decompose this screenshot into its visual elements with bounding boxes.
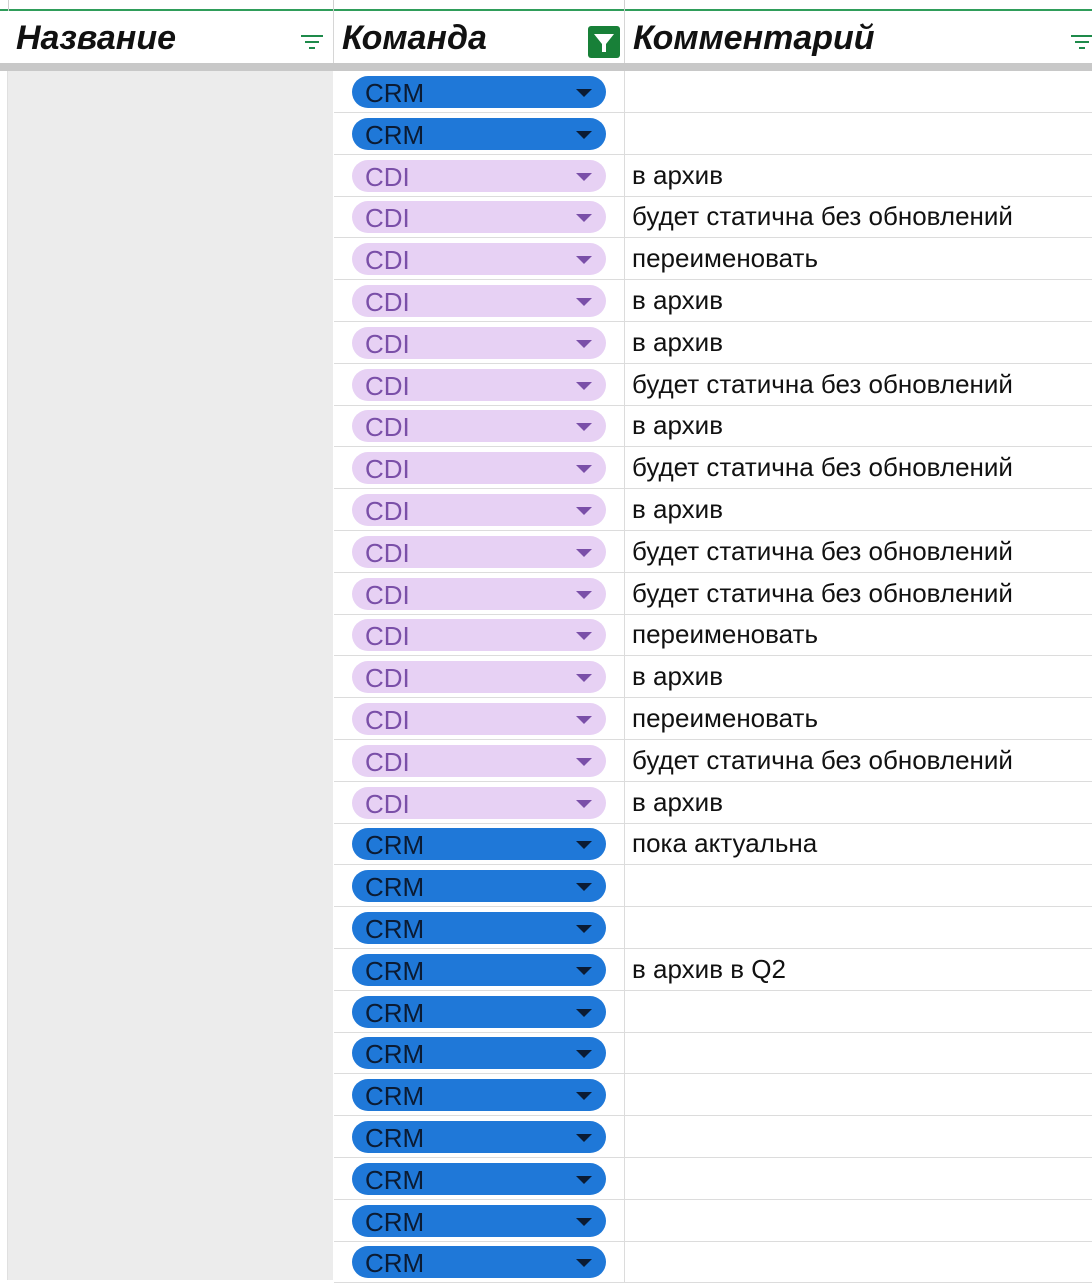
team-cell[interactable] [334, 1074, 625, 1115]
team-chip-label: CDI [365, 746, 410, 777]
team-chip-label: CDI [365, 412, 410, 443]
team-chip-label: CDI [365, 788, 410, 819]
data-grid [0, 71, 1092, 1280]
header-row [0, 11, 1092, 65]
dropdown-arrow-icon[interactable] [576, 173, 592, 181]
table-row [334, 405, 1092, 447]
team-dropdown-chip[interactable] [352, 1246, 606, 1278]
header-cell-name[interactable] [8, 11, 334, 65]
team-cell[interactable] [334, 447, 625, 488]
table-row [334, 196, 1092, 238]
table-row [334, 280, 1092, 322]
comment-cell[interactable]: будет статична без обновлений [632, 535, 1013, 566]
dropdown-arrow-icon[interactable] [576, 1218, 592, 1226]
team-chip-label: CDI [365, 537, 410, 568]
dropdown-arrow-icon[interactable] [576, 632, 592, 640]
team-cell[interactable] [334, 113, 625, 154]
table-row [334, 823, 1092, 865]
table-row [334, 1032, 1092, 1074]
team-dropdown-chip[interactable] [352, 828, 606, 860]
team-dropdown-chip[interactable] [352, 661, 606, 693]
team-dropdown-chip[interactable] [352, 1079, 606, 1111]
team-dropdown-chip[interactable] [352, 787, 606, 819]
team-cell[interactable] [334, 1200, 625, 1241]
table-row [334, 698, 1092, 740]
dropdown-arrow-icon[interactable] [576, 1134, 592, 1142]
dropdown-arrow-icon[interactable] [576, 340, 592, 348]
team-chip-label: CDI [365, 705, 410, 735]
dropdown-arrow-icon[interactable] [576, 423, 592, 431]
team-cell[interactable] [334, 823, 625, 864]
header-title-team: Команда [342, 19, 487, 57]
team-chip-label: CRM [365, 1248, 425, 1279]
table-row [334, 1158, 1092, 1200]
frozen-row-divider[interactable] [0, 63, 1092, 71]
table-row [334, 113, 1092, 155]
comment-cell[interactable]: пока актуальна [632, 828, 818, 859]
comment-cell[interactable]: будет статична без обновлений [632, 368, 1013, 399]
team-cell[interactable] [334, 698, 625, 739]
team-dropdown-chip[interactable] [352, 452, 606, 484]
filter-icon[interactable] [1070, 35, 1092, 51]
team-chip-label: CRM [365, 1164, 425, 1195]
team-chip-label: CRM [365, 1039, 425, 1070]
team-cell[interactable] [334, 782, 625, 823]
team-cell[interactable] [334, 656, 625, 697]
table-row [334, 489, 1092, 531]
dropdown-arrow-icon[interactable] [576, 800, 592, 808]
table-row [334, 1241, 1092, 1283]
team-chip-label: CRM [365, 1123, 425, 1153]
team-dropdown-chip[interactable] [352, 1163, 606, 1195]
team-cell[interactable] [334, 740, 625, 781]
table-row [334, 949, 1092, 991]
comment-cell[interactable]: будет статична без обновлений [632, 201, 1013, 232]
team-cell[interactable] [334, 238, 625, 279]
team-cell[interactable] [334, 322, 625, 363]
team-cell[interactable] [334, 489, 625, 530]
team-chip-label: CDI [365, 328, 410, 359]
team-chip-label: CRM [365, 914, 425, 944]
comment-cell[interactable]: в архив [632, 326, 723, 357]
team-cell[interactable] [334, 71, 625, 112]
team-dropdown-chip[interactable] [352, 578, 606, 610]
team-chip-label: CRM [365, 119, 425, 150]
team-dropdown-chip[interactable] [352, 410, 606, 442]
team-cell[interactable] [334, 364, 625, 405]
name-column-cells[interactable] [8, 71, 333, 1280]
team-chip-label: CRM [365, 1081, 425, 1112]
team-cell[interactable] [334, 1116, 625, 1157]
column-divider [624, 0, 625, 11]
column-header-strip [0, 0, 1092, 11]
table-row [334, 531, 1092, 573]
dropdown-arrow-icon[interactable] [576, 507, 592, 515]
dropdown-arrow-icon[interactable] [576, 1092, 592, 1100]
header-title-name: Название [16, 19, 177, 57]
table-row [334, 1200, 1092, 1242]
dropdown-arrow-icon[interactable] [576, 883, 592, 891]
team-cell[interactable] [334, 531, 625, 572]
team-dropdown-chip[interactable] [352, 954, 606, 986]
comment-cell[interactable]: в архив [632, 786, 723, 817]
team-dropdown-chip[interactable] [352, 1037, 606, 1069]
team-cell[interactable] [334, 614, 625, 655]
table-row [334, 740, 1092, 782]
table-row [334, 782, 1092, 824]
row-gutter [0, 71, 8, 1280]
team-cell[interactable] [334, 991, 625, 1032]
comment-cell[interactable]: будет статична без обновлений [632, 577, 1013, 608]
table-row [334, 1116, 1092, 1158]
team-dropdown-chip[interactable] [352, 243, 606, 275]
comment-cell[interactable]: в архив в Q2 [632, 953, 786, 984]
table-row [334, 614, 1092, 656]
team-cell[interactable] [334, 155, 625, 196]
filter-icon[interactable] [300, 35, 324, 51]
dropdown-arrow-icon[interactable] [576, 298, 592, 306]
team-dropdown-chip[interactable] [352, 76, 606, 108]
table-row [334, 155, 1092, 197]
comment-cell[interactable]: переименовать [632, 619, 818, 650]
table-row [334, 364, 1092, 406]
team-chip-label: CDI [365, 287, 410, 317]
team-dropdown-chip[interactable] [352, 201, 606, 233]
team-chip-label: CDI [365, 663, 410, 694]
team-dropdown-chip[interactable] [352, 118, 606, 150]
dropdown-arrow-icon[interactable] [576, 674, 592, 682]
filter-active-icon[interactable] [588, 26, 620, 58]
dropdown-arrow-icon[interactable] [576, 758, 592, 766]
team-chip-label: CDI [365, 370, 410, 401]
table-row [334, 573, 1092, 615]
dropdown-arrow-icon[interactable] [576, 89, 592, 97]
dropdown-arrow-icon[interactable] [576, 1176, 592, 1184]
team-dropdown-chip[interactable] [352, 327, 606, 359]
team-cell[interactable] [334, 280, 625, 321]
team-dropdown-chip[interactable] [352, 285, 606, 317]
team-dropdown-chip[interactable] [352, 912, 606, 944]
team-chip-label: CDI [365, 621, 410, 652]
team-chip-label: CRM [365, 78, 425, 108]
comment-cell[interactable]: переименовать [632, 243, 818, 274]
team-dropdown-chip[interactable] [352, 369, 606, 401]
table-row [334, 991, 1092, 1033]
comment-cell[interactable]: в архив [632, 410, 723, 441]
team-chip-label: CRM [365, 872, 425, 903]
team-chip-label: CRM [365, 1206, 425, 1237]
table-row [334, 447, 1092, 489]
dropdown-arrow-icon[interactable] [576, 256, 592, 264]
dropdown-arrow-icon[interactable] [576, 1009, 592, 1017]
team-dropdown-chip[interactable] [352, 536, 606, 568]
comment-cell[interactable]: в архив [632, 285, 723, 315]
header-cell-comment[interactable] [625, 11, 1092, 65]
table-row [334, 1074, 1092, 1116]
dropdown-arrow-icon[interactable] [576, 214, 592, 222]
team-dropdown-chip[interactable] [352, 870, 606, 902]
team-dropdown-chip[interactable] [352, 745, 606, 777]
table-row [334, 238, 1092, 280]
dropdown-arrow-icon[interactable] [576, 841, 592, 849]
table-row [334, 865, 1092, 907]
header-title-comment: Комментарий [633, 19, 875, 57]
comment-cell[interactable]: будет статична без обновлений [632, 744, 1013, 775]
team-chip-label: CDI [365, 579, 410, 610]
table-row [334, 322, 1092, 364]
team-dropdown-chip[interactable] [352, 1121, 606, 1153]
team-dropdown-chip[interactable] [352, 160, 606, 192]
header-cell-team[interactable] [334, 11, 625, 65]
team-dropdown-chip[interactable] [352, 619, 606, 651]
comment-cell[interactable]: в архив [632, 661, 723, 692]
comment-cell[interactable]: в архив [632, 159, 723, 190]
dropdown-arrow-icon[interactable] [576, 1050, 592, 1058]
team-cell[interactable] [334, 865, 625, 906]
team-cell[interactable] [334, 1241, 625, 1282]
dropdown-arrow-icon[interactable] [576, 716, 592, 724]
dropdown-arrow-icon[interactable] [576, 1259, 592, 1267]
team-chip-label: CRM [365, 997, 425, 1028]
dropdown-arrow-icon[interactable] [576, 465, 592, 473]
dropdown-arrow-icon[interactable] [576, 382, 592, 390]
team-cell[interactable] [334, 196, 625, 237]
dropdown-arrow-icon[interactable] [576, 591, 592, 599]
dropdown-arrow-icon[interactable] [576, 925, 592, 933]
team-cell[interactable] [334, 1032, 625, 1073]
team-dropdown-chip[interactable] [352, 494, 606, 526]
dropdown-arrow-icon[interactable] [576, 967, 592, 975]
table-row [334, 907, 1092, 949]
column-divider [333, 0, 334, 11]
comment-cell[interactable]: будет статична без обновлений [632, 452, 1013, 483]
team-cell[interactable] [334, 949, 625, 990]
team-chip-label: CDI [365, 161, 410, 192]
table-row [334, 71, 1092, 113]
column-divider [8, 0, 9, 11]
team-cell[interactable] [334, 405, 625, 446]
team-dropdown-chip[interactable] [352, 703, 606, 735]
team-chip-label: CDI [365, 245, 410, 276]
team-dropdown-chip[interactable] [352, 1205, 606, 1237]
team-chip-label: CRM [365, 955, 425, 986]
dropdown-arrow-icon[interactable] [576, 131, 592, 139]
comment-cell[interactable]: переименовать [632, 703, 818, 733]
dropdown-arrow-icon[interactable] [576, 549, 592, 557]
team-cell[interactable] [334, 573, 625, 614]
team-dropdown-chip[interactable] [352, 996, 606, 1028]
table-row [334, 656, 1092, 698]
comment-cell[interactable]: в архив [632, 494, 723, 524]
team-chip-label: CRM [365, 830, 425, 861]
team-chip-label: CDI [365, 496, 410, 526]
team-chip-label: CDI [365, 454, 410, 485]
team-cell[interactable] [334, 907, 625, 948]
team-cell[interactable] [334, 1158, 625, 1199]
team-chip-label: CDI [365, 203, 410, 234]
